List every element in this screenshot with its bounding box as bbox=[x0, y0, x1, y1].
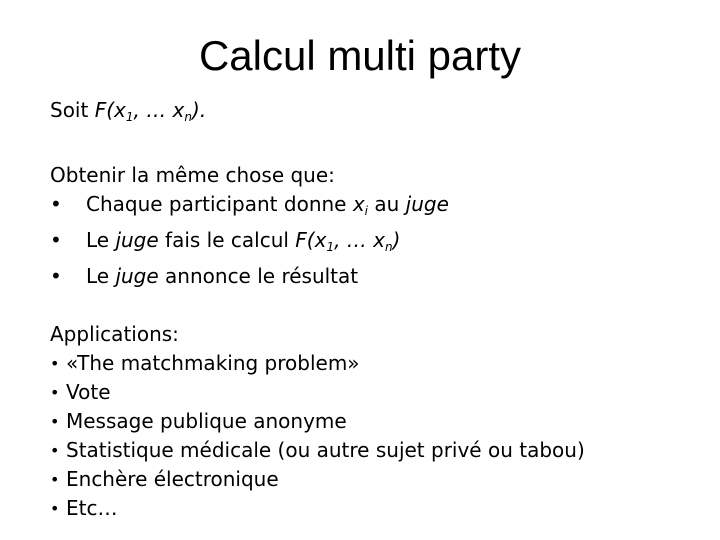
applications-item bbox=[50, 465, 690, 494]
function-name: F(x bbox=[94, 98, 126, 122]
bullet: • bbox=[50, 192, 62, 216]
obtenir-item-text bbox=[86, 262, 358, 291]
function-end: ). bbox=[192, 98, 207, 122]
juge-word: juge bbox=[115, 264, 159, 288]
obtenir-item bbox=[50, 226, 690, 262]
applications-item bbox=[50, 436, 690, 465]
obtenir-item-text bbox=[86, 190, 449, 226]
slide-body bbox=[50, 96, 690, 523]
text-segment: Le bbox=[86, 228, 116, 252]
subscript-1: 1 bbox=[326, 240, 335, 254]
function-end: ) bbox=[392, 228, 401, 252]
obtenir-item bbox=[50, 190, 690, 226]
text-segment: Le bbox=[86, 264, 116, 288]
function-name: F(x bbox=[295, 228, 327, 252]
subscript-n: n bbox=[385, 240, 393, 254]
obtenir-item-text bbox=[86, 226, 400, 262]
applications-item bbox=[50, 407, 690, 436]
obtenir-heading: Obtenir la même chose que: bbox=[50, 163, 335, 187]
spacer bbox=[50, 132, 690, 161]
applications-item-text: «The matchmaking problem» bbox=[66, 351, 360, 375]
slide-title: Calcul multi party bbox=[198, 32, 522, 79]
text-segment: fais le calcul bbox=[158, 228, 296, 252]
variable-x: x bbox=[352, 192, 365, 216]
bullet: • bbox=[50, 264, 62, 288]
bullet: • bbox=[50, 470, 60, 489]
subscript-1: 1 bbox=[125, 110, 134, 124]
applications-item bbox=[50, 349, 690, 378]
soit-prefix: Soit bbox=[50, 98, 95, 122]
juge-word: juge bbox=[115, 228, 159, 252]
function-mid: , … x bbox=[334, 228, 386, 252]
bullet: • bbox=[50, 228, 62, 252]
applications-item-text: Statistique médicale (ou autre sujet privé ou tabou) bbox=[66, 438, 585, 462]
soit-line bbox=[50, 96, 690, 132]
text-segment: au bbox=[368, 192, 406, 216]
bullet: • bbox=[50, 499, 60, 518]
juge-word: juge bbox=[405, 192, 449, 216]
subscript-i: i bbox=[364, 204, 369, 218]
applications-item-text: Message publique anonyme bbox=[66, 409, 347, 433]
applications-item bbox=[50, 378, 690, 407]
bullet: • bbox=[50, 412, 60, 431]
subscript-n: n bbox=[184, 110, 193, 124]
applications-heading: Applications: bbox=[50, 322, 179, 346]
spacer bbox=[50, 291, 690, 320]
applications-item-text: Enchère électronique bbox=[66, 467, 279, 491]
bullet: • bbox=[50, 383, 60, 402]
obtenir-item bbox=[50, 262, 690, 291]
text-segment: Chaque participant donne bbox=[86, 192, 353, 216]
applications-item bbox=[50, 494, 690, 523]
bullet: • bbox=[50, 354, 60, 373]
bullet: • bbox=[50, 441, 60, 460]
function-mid: , … x bbox=[133, 98, 185, 122]
applications-item-text: Vote bbox=[66, 380, 111, 404]
text-segment: annonce le résultat bbox=[158, 264, 359, 288]
applications-item-text: Etc… bbox=[66, 496, 118, 520]
